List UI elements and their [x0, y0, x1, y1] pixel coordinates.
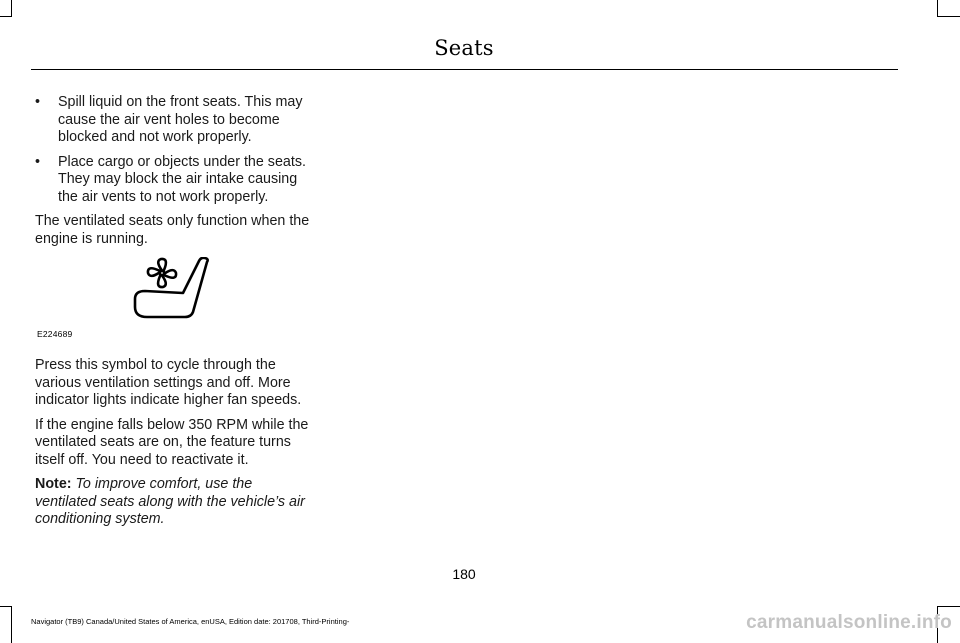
watermark: carmanualsonline.info — [746, 612, 952, 633]
crop-mark-top-left-horizontal — [0, 16, 12, 17]
bullet-marker: • — [35, 94, 41, 110]
paragraph-press-symbol: Press this symbol to cycle through the various ventilation settings and off. More indicator lights indicate higher fan speeds. — [35, 357, 302, 408]
list-item-text: Place cargo or objects under the seats. They may block the air intake causing the air vents to not work properly. — [58, 153, 306, 205]
content-column — [35, 94, 315, 536]
bullet-marker: • — [35, 153, 41, 170]
figure-code: E224689 — [37, 329, 73, 339]
page-number: 180 — [452, 566, 476, 582]
edition-footer: Navigator (TB9) Canada/United States of America, enUSA, Edition date: 201708, Third-Printing- — [31, 617, 350, 626]
note-label: Note: — [35, 476, 72, 492]
note-text: To improve comfort, use the ventilated seats along with the vehicle’s air conditioning system. — [35, 476, 305, 527]
header-rule — [31, 69, 898, 70]
list-item-text: Spill liquid on the front seats. This may cause the air vent holes to become blocked and not work properly. — [58, 94, 303, 145]
ventilated-seat-fan-icon — [133, 257, 245, 323]
paragraph-engine-rpm: If the engine falls below 350 RPM while the ventilated seats are on, the feature turns itself off. You need to reactivate it. — [35, 416, 309, 468]
list-item — [35, 94, 315, 147]
list-item — [35, 154, 315, 207]
crop-mark-bottom-left-horizontal — [0, 606, 12, 607]
crop-mark-top-left-vertical — [11, 0, 12, 16]
crop-mark-top-right-horizontal — [937, 16, 960, 17]
crop-mark-top-right-vertical — [937, 0, 938, 16]
crop-mark-bottom-right-horizontal — [937, 606, 960, 607]
note — [35, 476, 315, 529]
page-title: Seats — [434, 36, 494, 60]
figure — [35, 255, 315, 339]
bullet-list — [35, 94, 315, 206]
crop-mark-bottom-left-vertical — [11, 606, 12, 643]
paragraph-engine-running: The ventilated seats only function when the engine is running. — [35, 213, 310, 247]
